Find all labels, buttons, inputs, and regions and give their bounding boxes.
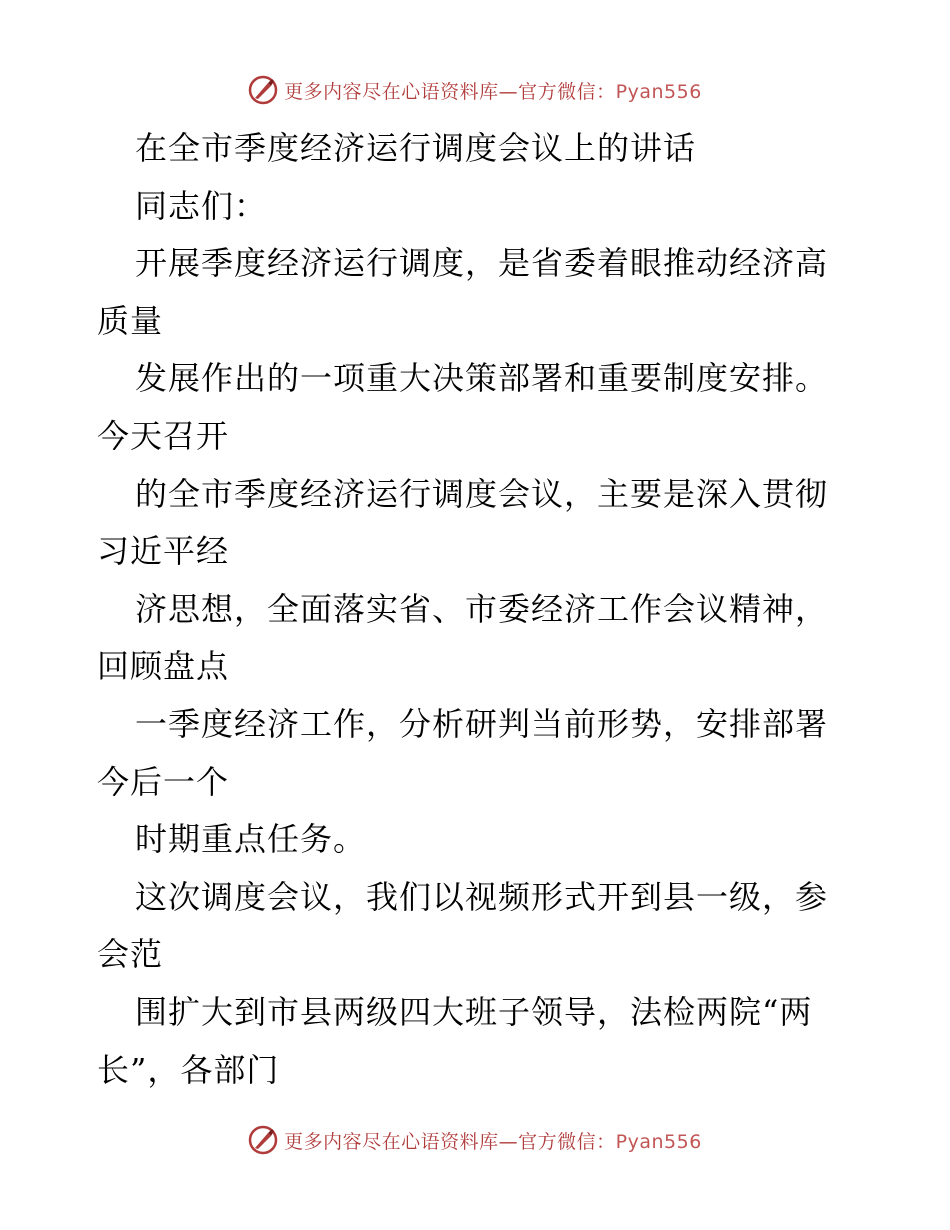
header-watermark (0, 70, 950, 110)
watermark-id: Pyan556 (615, 80, 702, 103)
quill-pen-logo-icon (248, 75, 278, 105)
text-line: 今天召开 (97, 416, 230, 455)
text-line: 习近平经 (97, 532, 230, 571)
text-line: 时期重点任务。 (135, 820, 367, 859)
text-line: 围扩大到市县两级四大班子领导，法检两院“两 (135, 992, 813, 1031)
text-line: 在全市季度经济运行调度会议上的讲话 (135, 129, 697, 167)
text-line: 一季度经济工作，分析研判当前形势，安排部署 (135, 704, 829, 743)
text-line: 会范 (97, 935, 164, 974)
document-body (97, 120, 877, 1099)
watermark-id: Pyan556 (615, 1130, 702, 1153)
quill-pen-logo-icon (248, 1125, 278, 1155)
text-line: 开展季度经济运行调度，是省委着眼推动经济高 (135, 244, 829, 283)
text-line: 回顾盘点 (97, 647, 230, 686)
watermark-text: 更多内容尽在心语资料库—官方微信：Pyan556 (284, 80, 702, 103)
footer-watermark (0, 1120, 950, 1160)
text-line: 这次调度会议，我们以视频形式开到县一级，参 (135, 877, 829, 916)
text-line: 同志们： (135, 186, 268, 225)
watermark-text: 更多内容尽在心语资料库—官方微信：Pyan556 (284, 1130, 702, 1153)
text-line: 发展作出的一项重大决策部署和重要制度安排。 (135, 359, 829, 398)
text-line: 济思想，全面落实省、市委经济工作会议精神， (135, 589, 829, 628)
text-line: 长”，各部门 (97, 1050, 280, 1089)
text-line: 质量 (97, 301, 164, 340)
text-line: 今后一个 (97, 762, 230, 801)
text-line: 的全市季度经济运行调度会议，主要是深入贯彻 (135, 474, 829, 513)
